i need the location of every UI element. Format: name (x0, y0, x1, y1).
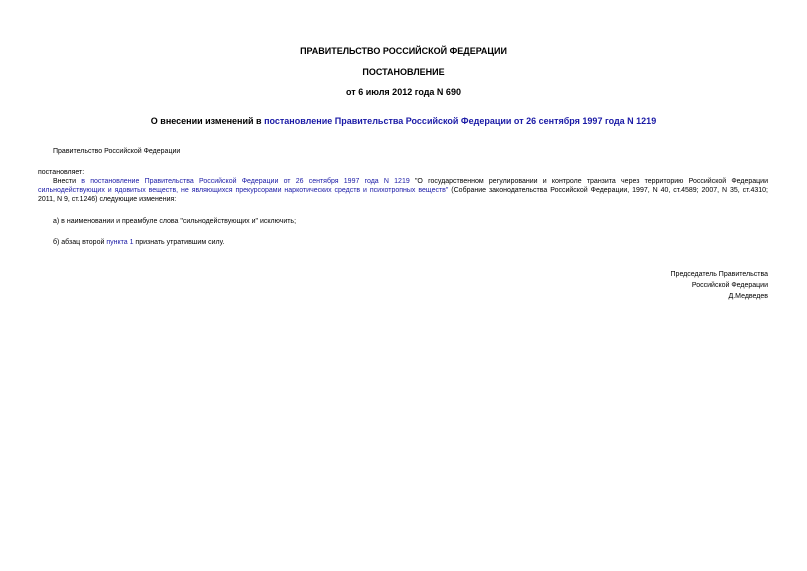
paragraph-1-line-2 (38, 186, 768, 195)
signature-organization: Российской Федерации (691, 282, 768, 289)
title-prefix: О внесении изменений в (150, 116, 265, 126)
point-1-link[interactable]: пункта 1 (106, 239, 134, 246)
decree-1219-link[interactable]: в постановление Правительства Российской Федерации от 26 сентября 1997 года N 1219 (81, 178, 410, 185)
precursors-link[interactable]: прекурсорами (235, 187, 282, 194)
date-number-heading: от 6 июля 2012 года N 690 (346, 87, 461, 97)
issuer-text: Правительство Российской Федерации (53, 148, 181, 155)
item-a-text: а) в наименовании и преамбуле слова "сильнодействующих и" исключить; (53, 218, 297, 225)
document-type-heading: ПОСТАНОВЛЕНИЕ (362, 67, 445, 77)
decree-title-link-part2[interactable]: наркотических средств и психотропных веществ" (281, 187, 449, 194)
item-b-text (53, 238, 224, 247)
paragraph-1-line-1 (53, 177, 768, 186)
government-heading: ПРАВИТЕЛЬСТВО РОССИЙСКОЙ ФЕДЕРАЦИИ (300, 46, 507, 56)
para1-prefix: Внести (53, 178, 82, 185)
decree-title-link-part1[interactable]: сильнодействующих и ядовитых веществ, не являющихся (38, 187, 236, 194)
title-decree-link[interactable]: постановление Правительства Российской Федерации от 26 сентября 1997 года N 1219 (264, 116, 657, 126)
signature-name: Д.Медведев (728, 293, 768, 300)
para1-line1-rest: "О государственном регулировании и контроле транзита через территорию Российской Федерации (409, 178, 769, 185)
document-title (0, 116, 807, 127)
signature-position: Председатель Правительства (670, 271, 768, 278)
item-b-suffix: признать утратившим силу. (133, 239, 225, 246)
para1-line2-rest: (Собрание законодательства Российской Федерации, 1997, N 40, ст.4589; 2007, N 35, ст.4310; (448, 187, 768, 194)
item-b-prefix: б) абзац второй (53, 239, 107, 246)
resolves-text: постановляет: (38, 169, 85, 176)
paragraph-1-line-3: 2011, N 9, ст.1246) следующие изменения: (38, 196, 177, 203)
